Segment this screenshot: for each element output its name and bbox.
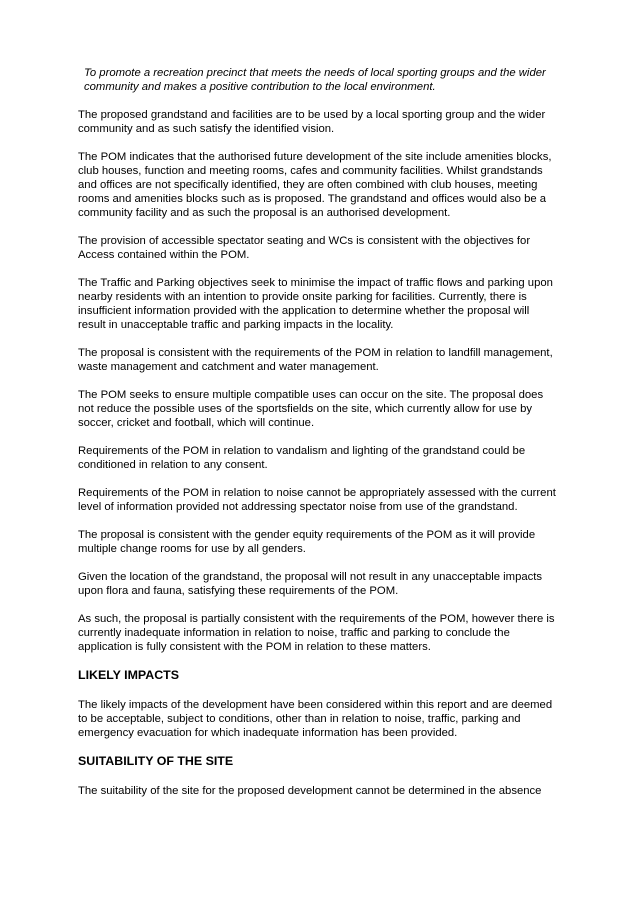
- paragraph-traffic-parking: The Traffic and Parking objectives seek to minimise the impact of traffic flows and parking upon nearby residents with an intention to provide onsite parking for facilities. Currently, there is insufficient information provided with the application to determine whether the proposal will result in unacceptable traffic and parking impacts in the locality.: [78, 277, 553, 331]
- paragraph-access: The provision of accessible spectator seating and WCs is consistent with the objectives for Access contained within the POM.: [78, 235, 531, 261]
- paragraph-suitability: The suitability of the site for the proposed development cannot be determined in the absence: [78, 785, 542, 797]
- heading-suitability-of-site: SUITABILITY OF THE SITE: [78, 754, 234, 768]
- heading-likely-impacts: LIKELY IMPACTS: [78, 668, 179, 682]
- paragraph-authorised-development: The POM indicates that the authorised future development of the site include amenities blocks, club houses, function and meeting rooms, cafes and community facilities. Whilst grandstands and offices are not specifically identified, they are often combined with club houses, meeting rooms and amenities blocks such as is proposed. The grandstand and offices would also be a community facility and as such the proposal is an authorised development.: [78, 151, 552, 219]
- vision-quote: To promote a recreation precinct that meets the needs of local sporting groups and the wider community and makes a positive contribution to the local environment.: [84, 67, 546, 93]
- paragraph-likely-impacts: The likely impacts of the development have been considered within this report and are deemed to be acceptable, subject to conditions, other than in relation to noise, traffic, parking and emergency evacuation for which inadequate information has been provided.: [78, 699, 553, 739]
- paragraph-pom-conclusion: As such, the proposal is partially consistent with the requirements of the POM, however there is currently inadequate information in relation to noise, traffic and parking to conclude the application is fully consistent with the POM in relation to these matters.: [78, 613, 555, 653]
- paragraph-flora-fauna: Given the location of the grandstand, the proposal will not result in any unacceptable impacts upon flora and fauna, satisfying these requirements of the POM.: [78, 571, 543, 597]
- paragraph-multiple-uses: The POM seeks to ensure multiple compatible uses can occur on the site. The proposal does not reduce the possible uses of the sportsfields on the site, which currently allow for use by soccer, cricket and football, which will continue.: [78, 389, 544, 429]
- paragraph-landfill-waste: The proposal is consistent with the requirements of the POM in relation to landfill management, waste management and catchment and water management.: [78, 347, 553, 373]
- document-page: [78, 66, 560, 812]
- paragraph-noise: Requirements of the POM in relation to noise cannot be appropriately assessed with the current level of information provided not addressing spectator noise from use of the grandstand.: [78, 487, 556, 513]
- paragraph-vision-consistency: The proposed grandstand and facilities are to be used by a local sporting group and the wider community and as such satisfy the identified vision.: [78, 109, 546, 135]
- paragraph-vandalism-lighting: Requirements of the POM in relation to vandalism and lighting of the grandstand could be conditioned in relation to any consent.: [78, 445, 526, 471]
- paragraph-gender-equity: The proposal is consistent with the gender equity requirements of the POM as it will provide multiple change rooms for use by all genders.: [78, 529, 536, 555]
